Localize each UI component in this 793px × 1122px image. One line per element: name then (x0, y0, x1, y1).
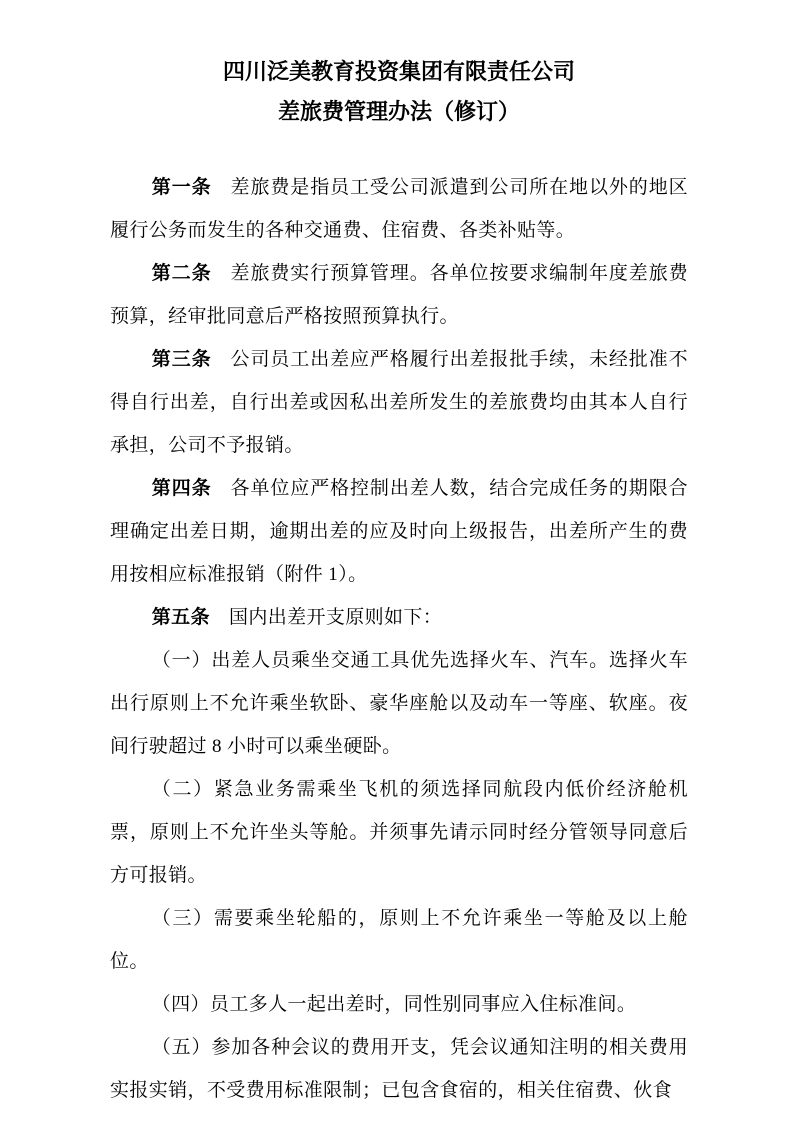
paragraph-article-1 (110, 166, 688, 252)
paragraph-article-4 (110, 467, 688, 596)
item-3-text: （三）需要乘坐轮船的，原则上不允许乘坐一等舱及以上舱位。 (110, 908, 688, 972)
document-title-line-1: 四川泛美教育投资集团有限责任公司 (222, 59, 575, 84)
item-4-text: （四）员工多人一起出差时，同性别同事应入住标准间。 (151, 994, 637, 1015)
item-1-text: （一）出差人员乘坐交通工具优先选择火车、汽车。选择火车出行原则上不允许乘坐软卧、豪华座舱以及动车一等座、软座。夜间行驶超过 8 小时可以乘坐硬卧。 (110, 650, 688, 757)
article-3-text: 公司员工出差应严格履行出差报批手续，未经批准不得自行出差，自行出差或因私出差所发生的差旅费均由其本人自行承担，公司不予报销。 (110, 349, 689, 456)
article-2-number: 第二条 (151, 263, 212, 284)
document-body (110, 166, 688, 1112)
paragraph-item-1 (110, 639, 688, 768)
paragraph-article-2 (110, 252, 688, 338)
paragraph-article-3 (110, 338, 688, 467)
item-5-text: （五）参加各种会议的费用开支，凭会议通知注明的相关费用实报实销，不受费用标准限制；已包含食宿的，相关住宿费、伙食 (110, 1037, 688, 1101)
paragraph-item-4 (110, 983, 688, 1026)
article-5-text: 国内出差开支原则如下： (228, 607, 443, 628)
paragraph-item-5 (110, 1026, 688, 1112)
article-4-number: 第四条 (151, 478, 212, 499)
item-2-text: （二）紧急业务需乘坐飞机的须选择同航段内低价经济舱机票，原则上不允许坐头等舱。并须事先请示同时经分管领导同意后方可报销。 (110, 779, 688, 886)
article-2-text: 差旅费实行预算管理。各单位按要求编制年度差旅费预算，经审批同意后严格按照预算执行。 (110, 263, 689, 327)
paragraph-item-3 (110, 897, 688, 983)
paragraph-item-2 (110, 768, 688, 897)
article-1-text: 差旅费是指员工受公司派遣到公司所在地以外的地区履行公务而发生的各种交通费、住宿费、各类补贴等。 (110, 177, 689, 241)
article-5-number: 第五条 (151, 607, 210, 628)
paragraph-article-5 (110, 596, 688, 639)
article-1-number: 第一条 (151, 177, 212, 198)
article-4-text: 各单位应严格控制出差人数，结合完成任务的期限合理确定出差日期，逾期出差的应及时向上级报告，出差所产生的费用按相应标准报销（附件 1）。 (110, 478, 689, 585)
article-3-number: 第三条 (151, 349, 212, 370)
document-title-line-2: 差旅费管理办法（修订） (277, 99, 520, 124)
title-body-spacer (110, 132, 688, 166)
